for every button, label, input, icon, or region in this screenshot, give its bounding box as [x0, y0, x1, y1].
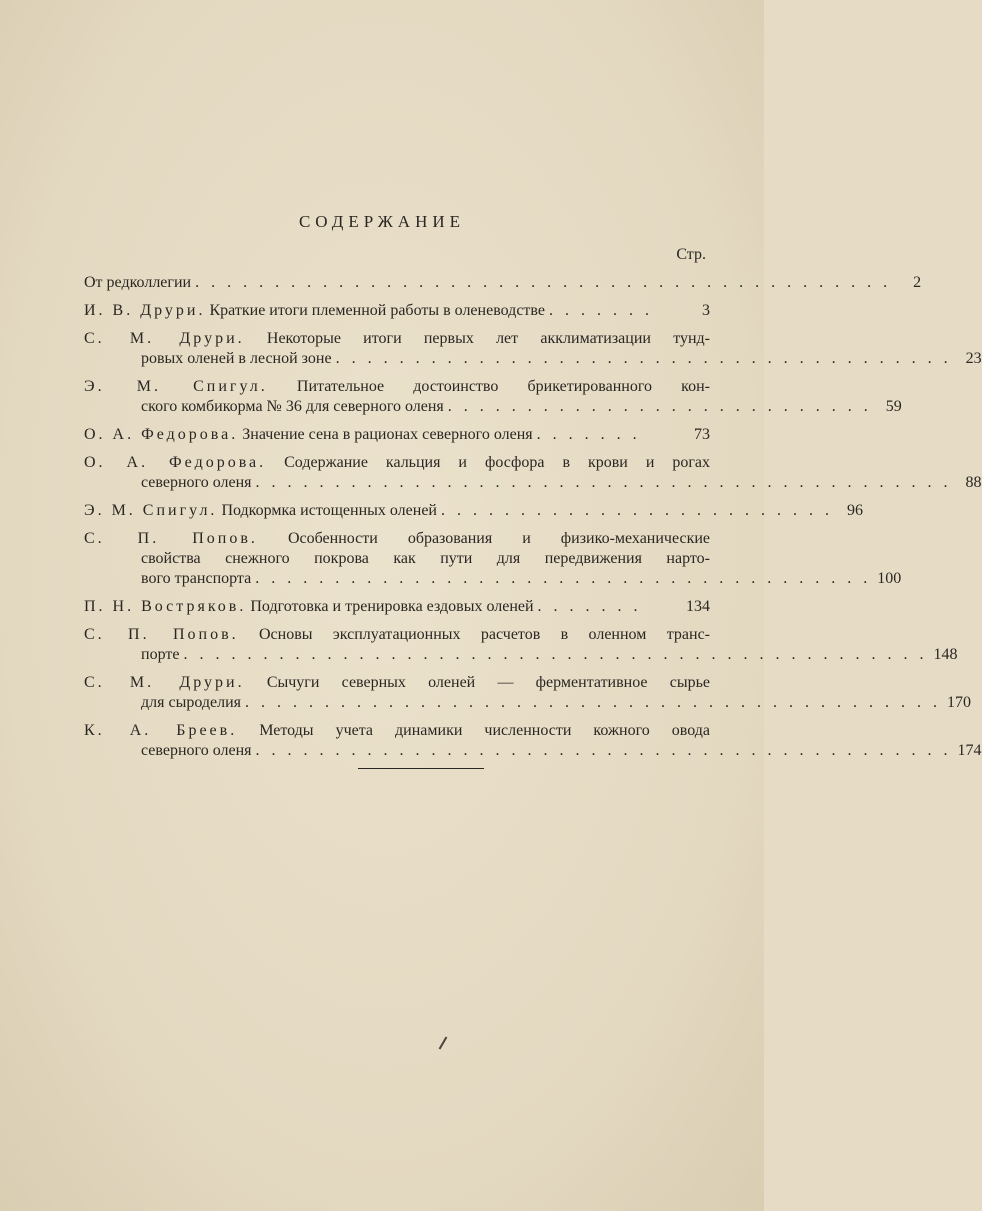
entry-page: 2 [913, 274, 922, 291]
entry-author: С. М. Друри. [84, 674, 245, 691]
entry-title: Подготовка и тренировка ездовых оленей [250, 598, 534, 615]
entry-page: 73 [694, 426, 710, 443]
leader-dots: . . . . . . . . . . . . . . . . . . . . . . . . . . . . . . . . . . . . . . . . . . . . [245, 694, 942, 711]
entry-title: Основы эксплуатационных расчетов в оленном транс- [259, 626, 711, 643]
entry-author: С. М. Друри. [84, 330, 245, 347]
entry-title-continued: порте [141, 646, 180, 663]
entry-author: О. А. Федорова. [84, 454, 267, 471]
entry-page: 3 [702, 302, 710, 319]
entry-page: 59 [885, 398, 902, 415]
entry-page: 96 [847, 502, 863, 519]
entry-title-continued: вого транспорта [141, 570, 252, 587]
toc-entry [84, 625, 958, 665]
leader-dots: . . . . . . . . . . . . . . . . . . . . . . . . . [441, 502, 833, 519]
entry-title-continued: северного оленя [141, 742, 252, 759]
entry-title: Значение сена в рационах северного оленя [242, 426, 533, 443]
entry-page: 100 [877, 570, 902, 587]
entry-author: О. А. Федорова. [84, 426, 239, 443]
leader-dots: . . . . . . . [536, 426, 641, 443]
leader-dots: . . . . . . . . . . . . . . . . . . . . . . . . . . . . . . . . . . . . . . . [255, 570, 872, 587]
leader-dots: . . . . . . . . . . . . . . . . . . . . . . . . . . . [447, 398, 872, 415]
entry-page: 174 [957, 742, 982, 759]
entry-author: И. В. Друри. [84, 302, 206, 319]
entry-page: 148 [933, 646, 958, 663]
entry-page: 170 [947, 694, 972, 711]
toc-entry [84, 501, 863, 521]
section-divider [358, 768, 484, 769]
leader-dots: . . . . . . . . . . . . . . . . . . . . . . . . . . . . . . . . . . . . . . . . . . . . . . . [183, 646, 928, 663]
page-column-label: Стр. [676, 246, 706, 263]
toc-entry [84, 377, 902, 417]
entry-title: Краткие итоги племенной работы в оленеводстве [209, 302, 545, 319]
entry-title: Особенности образования и физико-механические [287, 530, 711, 547]
toc-entry [84, 425, 710, 445]
entry-title-continued: свойства снежного покрова как пути для передвижения нарто- [141, 550, 710, 567]
page-title: СОДЕРЖАНИЕ [298, 212, 466, 231]
leader-dots: . . . . . . . . . . . . . . . . . . . . . . . . . . . . . . . . . . . . . . . . . . . . [255, 742, 952, 759]
entry-title: Содержание кальция и фосфора в крови и рогах [284, 454, 711, 471]
entry-title: От редколлегии [84, 274, 192, 291]
entry-author: С. П. Попов. [84, 626, 239, 643]
entry-title: Сычуги северных оленей — ферментативное сырье [266, 674, 710, 691]
toc-entry [84, 453, 982, 493]
entry-title-continued: ровых оленей в лесной зоне [141, 350, 332, 367]
entry-author: К. А. Бреев. [84, 722, 238, 739]
entry-author: Э. М. Спигул. [84, 378, 268, 395]
entry-page: 23 [965, 350, 982, 367]
entry-page: 134 [686, 598, 710, 615]
entry-author: П. Н. Востряков. [84, 598, 247, 615]
leader-dots: . . . . . . . [537, 598, 642, 615]
toc-entry [84, 273, 922, 293]
toc-entry [84, 301, 710, 321]
entry-author: Э. М. Спигул. [84, 502, 218, 519]
pencil-mark [439, 1036, 448, 1049]
leader-dots: . . . . . . . . . . . . . . . . . . . . . . . . . . . . . . . . . . . . . . . [335, 350, 952, 367]
toc-entry [84, 329, 982, 369]
toc-entry [84, 529, 902, 589]
entry-title: Некоторые итоги первых лет акклиматизации тунд- [266, 330, 711, 347]
toc-entry [84, 721, 982, 761]
entry-author: С. П. Попов. [84, 530, 258, 547]
entry-title: Питательное достоинство брикетированного кон- [296, 378, 710, 395]
entry-title-continued: ского комбикорма № 36 для северного оленя [141, 398, 444, 415]
leader-dots: . . . . . . . [548, 302, 653, 319]
toc-entry [84, 597, 710, 617]
entry-page: 88 [965, 474, 982, 491]
table-of-contents [84, 273, 982, 769]
entry-title: Методы учета динамики численности кожного овода [259, 722, 710, 739]
entry-title-continued: для сыроделия [141, 694, 242, 711]
toc-entry [84, 673, 972, 713]
entry-title: Подкормка истощенных оленей [221, 502, 437, 519]
entry-title-continued: северного оленя [141, 474, 252, 491]
leader-dots: . . . . . . . . . . . . . . . . . . . . . . . . . . . . . . . . . . . . . . . . . . . . [255, 474, 952, 491]
leader-dots: . . . . . . . . . . . . . . . . . . . . . . . . . . . . . . . . . . . . . . . . . . . . [195, 274, 892, 291]
